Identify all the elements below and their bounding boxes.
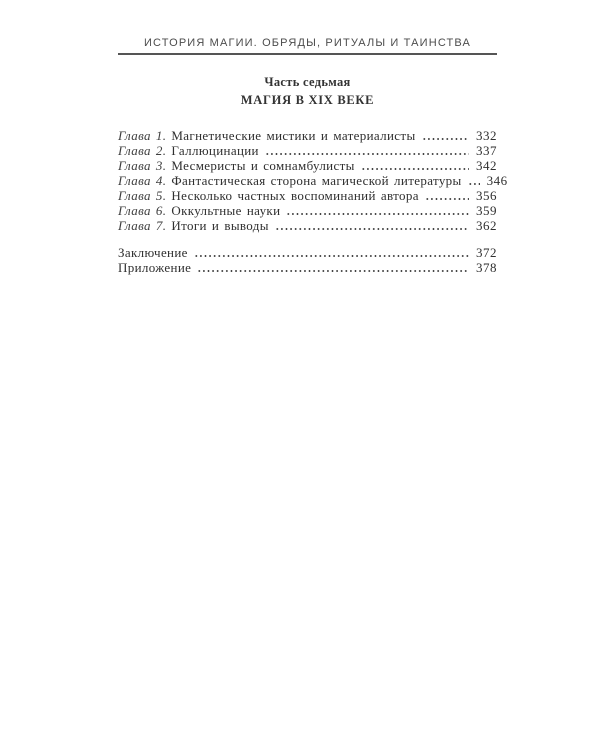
part-subtitle: МАГИЯ В XIX ВЕКЕ: [240, 93, 375, 107]
entry-title: Несколько частных воспоминаний автора: [171, 188, 419, 203]
entry-title: Оккультные науки: [171, 203, 281, 218]
dot-leader: [425, 198, 469, 200]
page-number: 378: [476, 260, 497, 275]
entry-title: Итоги и выводы: [171, 218, 269, 233]
entry-title: Месмеристы и сомнамбулисты: [171, 158, 355, 173]
dot-leader: [361, 168, 469, 170]
page-content: [118, 0, 508, 275]
chapter-label: Глава 3.: [118, 158, 167, 173]
dot-leader: [286, 213, 469, 215]
dot-leader: [197, 270, 469, 272]
chapter-label: Глава 2.: [118, 143, 167, 158]
running-header: ИСТОРИЯ МАГИИ. ОБРЯДЫ, РИТУАЛЫ И ТАИНСТВА: [143, 37, 472, 49]
dot-leader: [265, 153, 469, 155]
dot-leader: [194, 255, 469, 257]
toc-entry: [118, 260, 497, 275]
part-title: Часть седьмая: [264, 75, 351, 89]
page-number: 342: [476, 158, 497, 173]
page-number: 356: [476, 188, 497, 203]
page-number: 359: [476, 203, 497, 218]
dot-leader: [422, 138, 469, 140]
header-rule: [118, 53, 497, 55]
chapter-label: Глава 4.: [118, 173, 167, 188]
part-heading: [118, 75, 497, 108]
toc-entry: [118, 158, 497, 173]
toc-entry: [118, 245, 497, 260]
toc-entry: [118, 203, 497, 218]
chapter-list: [118, 128, 508, 233]
toc-entry: [118, 143, 497, 158]
chapter-label: Глава 6.: [118, 203, 167, 218]
page-number: 362: [476, 218, 497, 233]
dot-leader: [275, 228, 469, 230]
page-number: 337: [476, 143, 497, 158]
extra-section-list: [118, 245, 497, 275]
toc-entry: [118, 218, 497, 233]
entry-title: Магнетические мистики и материалисты: [171, 128, 416, 143]
entry-title: Заключение: [118, 245, 188, 260]
page-number: 372: [476, 245, 497, 260]
entry-title: Приложение: [118, 260, 192, 275]
page-number: 346: [486, 173, 508, 188]
toc-entry: [118, 173, 508, 188]
entry-title: Галлюцинации: [171, 143, 259, 158]
chapter-label: Глава 7.: [118, 218, 167, 233]
toc-entry: [118, 128, 497, 143]
toc-entry: [118, 188, 497, 203]
table-of-contents: [118, 128, 508, 275]
chapter-label: Глава 1.: [118, 128, 167, 143]
page-number: 332: [476, 128, 497, 143]
dot-leader: [468, 183, 480, 185]
chapter-label: Глава 5.: [118, 188, 167, 203]
entry-title: Фантастическая сторона магической литературы: [171, 173, 462, 188]
